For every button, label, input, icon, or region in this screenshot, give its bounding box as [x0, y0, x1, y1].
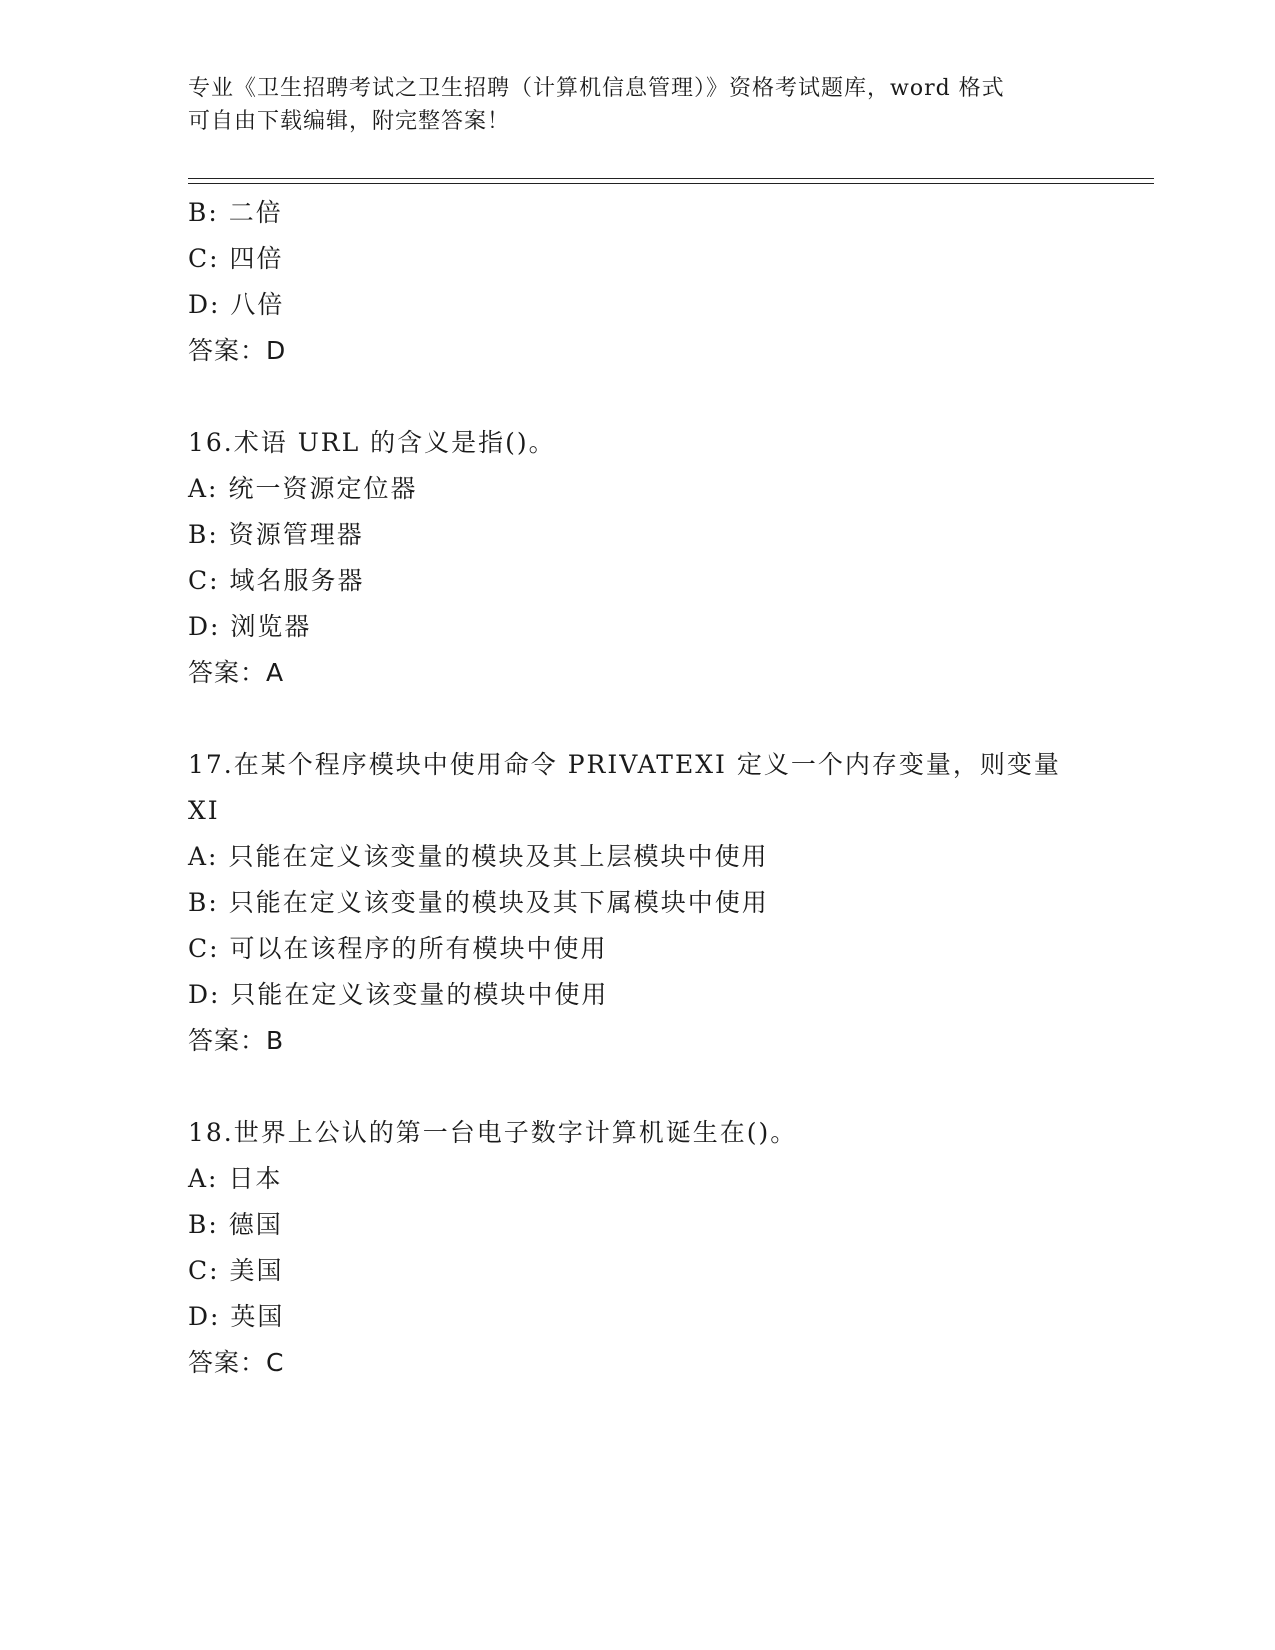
question-partial — [188, 190, 1088, 374]
document-body — [188, 190, 1088, 1386]
answer-line: 答案：D — [188, 336, 287, 365]
option-a: A: 只能在定义该变量的模块及其上层模块中使用 — [188, 842, 769, 871]
answer-line: 答案：A — [188, 658, 285, 687]
spacer — [188, 374, 1088, 420]
header-line-2: 可自由下载编辑，附完整答案！ — [188, 109, 511, 134]
option-c: C: 美国 — [188, 1256, 284, 1285]
spacer — [188, 696, 1088, 742]
answer-line: 答案：B — [188, 1026, 285, 1055]
question-title: 17.在某个程序模块中使用命令 PRIVATEXI 定义一个内存变量，则变量 — [188, 750, 1061, 779]
document-header — [188, 72, 1088, 138]
option-b: B: 二倍 — [188, 198, 283, 227]
option-d: D: 八倍 — [188, 290, 285, 319]
question-17 — [188, 742, 1088, 1064]
option-d: D: 英国 — [188, 1302, 285, 1331]
answer-line: 答案：C — [188, 1348, 285, 1377]
question-16 — [188, 420, 1088, 696]
spacer — [188, 1064, 1088, 1110]
question-title-continued: XI — [188, 796, 220, 825]
question-title: 16.术语 URL 的含义是指()。 — [188, 428, 556, 457]
option-d: D: 只能在定义该变量的模块中使用 — [188, 980, 609, 1009]
header-divider-bottom — [188, 183, 1154, 184]
option-a: A: 日本 — [188, 1164, 283, 1193]
question-18 — [188, 1110, 1088, 1386]
option-d: D: 浏览器 — [188, 612, 312, 641]
option-a: A: 统一资源定位器 — [188, 474, 418, 503]
header-divider-top — [188, 178, 1154, 179]
option-b: B: 资源管理器 — [188, 520, 364, 549]
option-c: C: 可以在该程序的所有模块中使用 — [188, 934, 608, 963]
option-c: C: 域名服务器 — [188, 566, 365, 595]
question-title: 18.世界上公认的第一台电子数字计算机诞生在()。 — [188, 1118, 798, 1147]
option-c: C: 四倍 — [188, 244, 284, 273]
option-b: B: 德国 — [188, 1210, 283, 1239]
option-b: B: 只能在定义该变量的模块及其下属模块中使用 — [188, 888, 769, 917]
header-line-1: 专业《卫生招聘考试之卫生招聘（计算机信息管理）》资格考试题库，word 格式 — [188, 76, 1005, 101]
